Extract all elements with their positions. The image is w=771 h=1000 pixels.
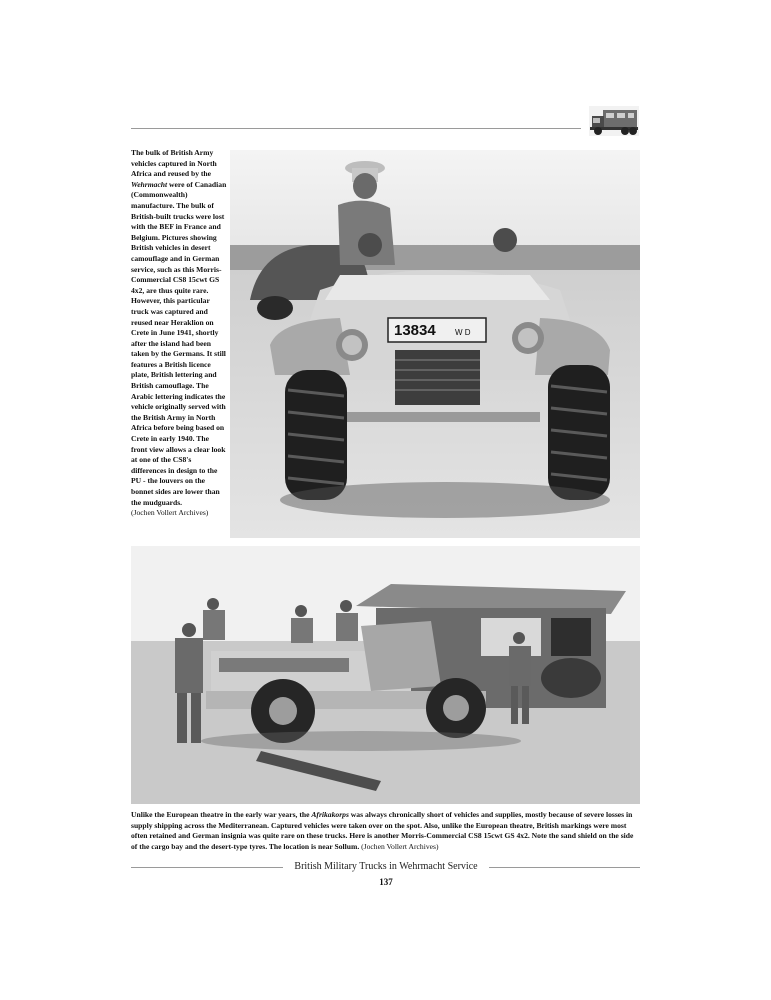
side-caption: The bulk of British Army vehicles captured in North Africa and reused by the Wehrmacht were of Canadian (Commonwealth) manufacture. The bulk of British-built trucks were lost with the BEF in France and Belgium. Pictures showing British vehicles in desert camouflage and in German service, such as this Morris-Commercial CS8 15cwt GS 4x2, are thus quite rare. However, this particular truck was captured and reused near Heraklion on Crete in June 1941, shortly after the island had been taken by the Germans. It still features a British licence plate, British lettering and British camouflage. The Arabic lettering indicates the vehicle originally served with the British Army in North Africa before being based on Crete in early 1940. The front view allows a clear look at one of the CS8's differences in design to the PU - the louvers on the bonnet sides are lower than the mudguards. (Jochen Vollert Archives) — [131, 148, 227, 518]
footer-rule-left — [131, 867, 283, 868]
header-truck-thumbnail — [589, 106, 639, 136]
licence-plate-number: 13834 — [394, 322, 436, 339]
licence-plate-suffix: W D — [455, 328, 471, 337]
bottom-caption-credit: (Jochen Vollert Archives) — [361, 841, 439, 851]
footer-book-title: British Military Trucks in Wehrmacht Service — [294, 861, 478, 872]
side-caption-credit: (Jochen Vollert Archives) — [131, 508, 209, 518]
page-number: 137 — [379, 877, 393, 887]
header-rule — [131, 128, 581, 129]
bottom-caption: Unlike the European theatre in the early war years, the Afrikakorps was always chronically short of vehicles and supplies, mostly because of severe losses in supply shipping across the Mediterranean. Captured vehicles were taken over on the spot. Also, unlike the European theatre, British markings were most often retained and German insignia was quite rare on these trucks. Here is another Morris-Commercial CS8 15cwt GS 4x2. Note the sand shield on the side of the cargo bay and the desert-type tyres. The location is near Sollum. (Jochen Vollert Archives) — [131, 810, 634, 851]
footer-rule-right — [489, 867, 640, 868]
afrikakorps-term: Afrikakorps — [311, 810, 349, 819]
photo-truck-side-view-sollum — [131, 546, 640, 804]
photo-truck-front-view — [230, 150, 640, 538]
wehrmacht-term: Wehrmacht — [131, 179, 168, 189]
